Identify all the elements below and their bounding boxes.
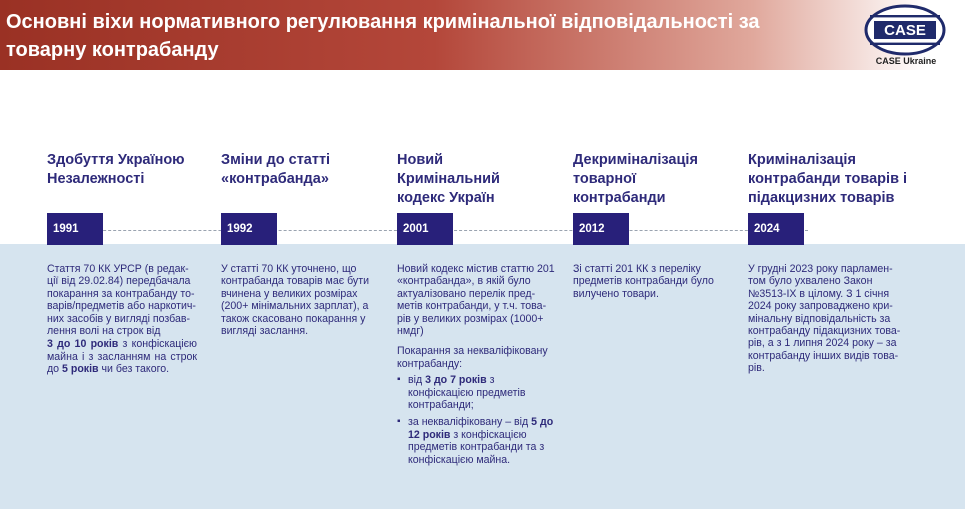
milestone-desc-2001 [397, 263, 557, 471]
milestone-desc-1991 [47, 263, 197, 376]
milestone-title-2001: Новий Кримінальний кодекс Україн [397, 152, 500, 206]
desc-2001-penalty-list [397, 374, 557, 466]
desc-2001-text: Новий кодекс містив статтю 201 «контрабанда», в якій було актуалізовано перелік пред- метів контрабанди, у т.ч. това- рів у великих розмірах (1000+ нмдг) [397, 263, 555, 338]
logo-text: CASE [884, 22, 926, 39]
milestone-title-1992: Зміни до статті «контрабанда» [221, 152, 331, 187]
milestone-desc-2024 [748, 263, 906, 379]
desc-1991-penalty [47, 338, 197, 375]
logo-caption: CASE Ukraine [875, 56, 937, 66]
milestone-desc-2012 [573, 263, 723, 304]
milestone-title-2024: Криміналізація контрабанди товарів і підакцизних товарів [748, 152, 908, 206]
milestone-title-1991: Здобуття Україною Незалежності [47, 152, 185, 187]
desc-2012-text: Зі статті 201 КК з переліку предметів контрабанди було вилучено товари. [573, 263, 714, 300]
year-badge-2024: 2024 [748, 213, 804, 245]
year-badge-2012: 2012 [573, 213, 629, 245]
desc-1992-text: У статті 70 КК уточнено, що контрабанда товарів має бути вчинена у великих розмірах (200+ мінімальних зарплат), а також скасовано покарання у вигляді заслання. [221, 263, 369, 338]
desc-1991-text-3: чи без такого. [98, 363, 170, 376]
desc-1991-text-2: з конфіскацією майна і з засланням на строк до [47, 338, 198, 376]
milestone-title-2012: Декриміналізація товарної контрабанди [573, 152, 698, 206]
desc-2001-penalty-heading: Покарання за некваліфіковану контрабанду: [397, 345, 548, 370]
list-item: ▪ за некваліфіковану – від 5 до 12 років з конфіскацією предметів контрабанди та з конфіскацією майна. [397, 416, 557, 466]
year-badge-1991: 1991 [47, 213, 103, 245]
desc-2024-text: У грудні 2023 року парламен- том було ухвалено Закон №3513-IX в цілому. З 1 січня 2024 року запроваджено кри- мінальну відповідальність за контрабанду підакцизних това- рів, а з 1 липня 2024 року – за контрабанду інших видів това- рів. [748, 263, 901, 375]
page-title: Основні віхи нормативного регулювання кримінальної відповідальності за товарну контрабанду [6, 11, 760, 61]
milestone-desc-1992 [221, 263, 371, 341]
year-badge-1992: 1992 [221, 213, 277, 245]
year-badge-2001: 2001 [397, 213, 453, 245]
list-item: ▪ від 3 до 7 років з конфіскацією предметів контрабанди; [397, 374, 557, 411]
desc-1991-text: Стаття 70 КК УРСР (в редак- ції від 29.02.84) передбачала покарання за контрабанду то- варів/предметів або наркотич- них засобів у вигляді позбав- лення волі на строк від [47, 263, 196, 338]
desc-1991-exile-term: 5 років [62, 363, 99, 376]
header-banner [0, 0, 965, 70]
desc-1991-term: 3 до 10 років [47, 338, 119, 351]
